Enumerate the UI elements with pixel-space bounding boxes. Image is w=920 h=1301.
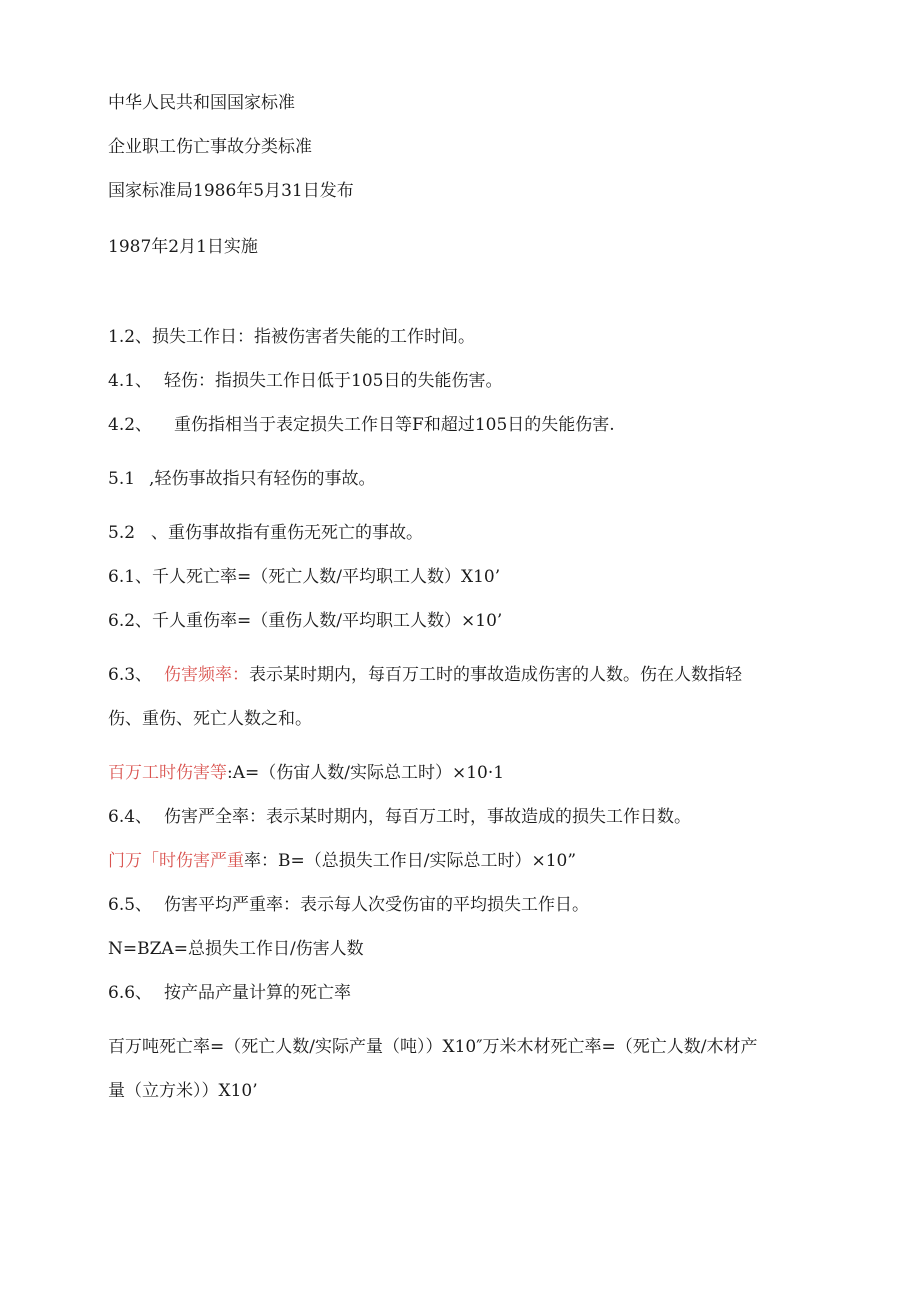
item-4-2 [108,414,615,436]
formula-average-severity: N=BZA=总损失工作日/伤害人数 [108,939,364,959]
item-6-3-text: 表示某时期内，每百万工时的事故造成伤害的人数。伤在人数指轻 [249,665,743,685]
item-6-3-continuation: 伤、重伤、死亡人数之和。 [108,709,312,729]
item-6-5 [108,894,589,916]
standard-name: 企业职工伤亡事故分类标准 [108,137,312,157]
item-6-3 [108,664,742,686]
item-6-6-text: 按产品产量计算的死亡率 [164,983,352,1003]
effective-date: 1987年2月1日实施 [108,237,258,257]
item-5-1 [108,468,375,490]
formula-injury-severity [108,850,576,872]
item-4-1-text: 轻伤：指损失工作日低于105日的失能伤害。 [164,371,503,391]
item-5-1-number: 5.1 [108,469,136,489]
formula-injury-severity-text: 率：B=（总损失工作日/实际总工时）×10” [244,851,577,871]
item-6-6-number: 6.6、 [108,983,153,1003]
item-6-6 [108,982,351,1004]
item-6-5-number: 6.5、 [108,895,153,915]
item-5-1-text: ,轻伤事故指只有轻伤的事故。 [149,469,376,489]
item-6-3-number: 6.3、 [108,665,153,685]
formula-injury-frequency-text: :A=（伤宙人数/实际总工时）×10·1 [227,763,505,783]
formula-production-death-rate-continuation: 量（立方米））X10’ [108,1081,258,1101]
item-4-2-number: 4.2、 [108,415,153,435]
item-6-1: 6.1、千人死亡率=（死亡人数/平均职工人数）X10’ [108,567,501,587]
formula-injury-severity-term: 门万「时伤害严重 [108,851,244,871]
item-4-1-number: 4.1、 [108,371,153,391]
item-6-4 [108,806,691,828]
item-6-2: 6.2、千人重伤率=（重伤人数/平均职工人数）×10’ [108,611,503,631]
standard-title: 中华人民共和国国家标准 [108,93,295,113]
item-4-2-text: 重伤指相当于表定损失工作日等F和超过105日的失能伤害. [174,415,615,435]
item-1-2: 1.2、损失工作日：指被伤害者失能的工作时间。 [108,327,476,347]
item-6-4-text: 伤害严全率：表示某时期内，每百万工时，事故造成的损失工作日数。 [164,807,692,827]
item-5-2-number: 5.2 [108,523,136,543]
formula-injury-frequency [108,762,504,784]
formula-injury-frequency-term: 百万工时伤害等 [108,763,227,783]
issue-date: 国家标准局1986年5月31日发布 [108,181,354,201]
item-5-2 [108,522,423,544]
item-6-3-term: 伤害频率： [164,665,250,685]
item-6-4-number: 6.4、 [108,807,153,827]
item-4-1 [108,370,503,392]
formula-production-death-rate: 百万吨死亡率=（死亡人数/实际产量（吨））X10″万米木材死亡率=（死亡人数/木材产 [108,1037,758,1057]
item-6-5-text: 伤害平均严重率：表示每人次受伤宙的平均损失工作日。 [164,895,590,915]
item-5-2-text: 、重伤事故指有重伤无死亡的事故。 [151,523,424,543]
